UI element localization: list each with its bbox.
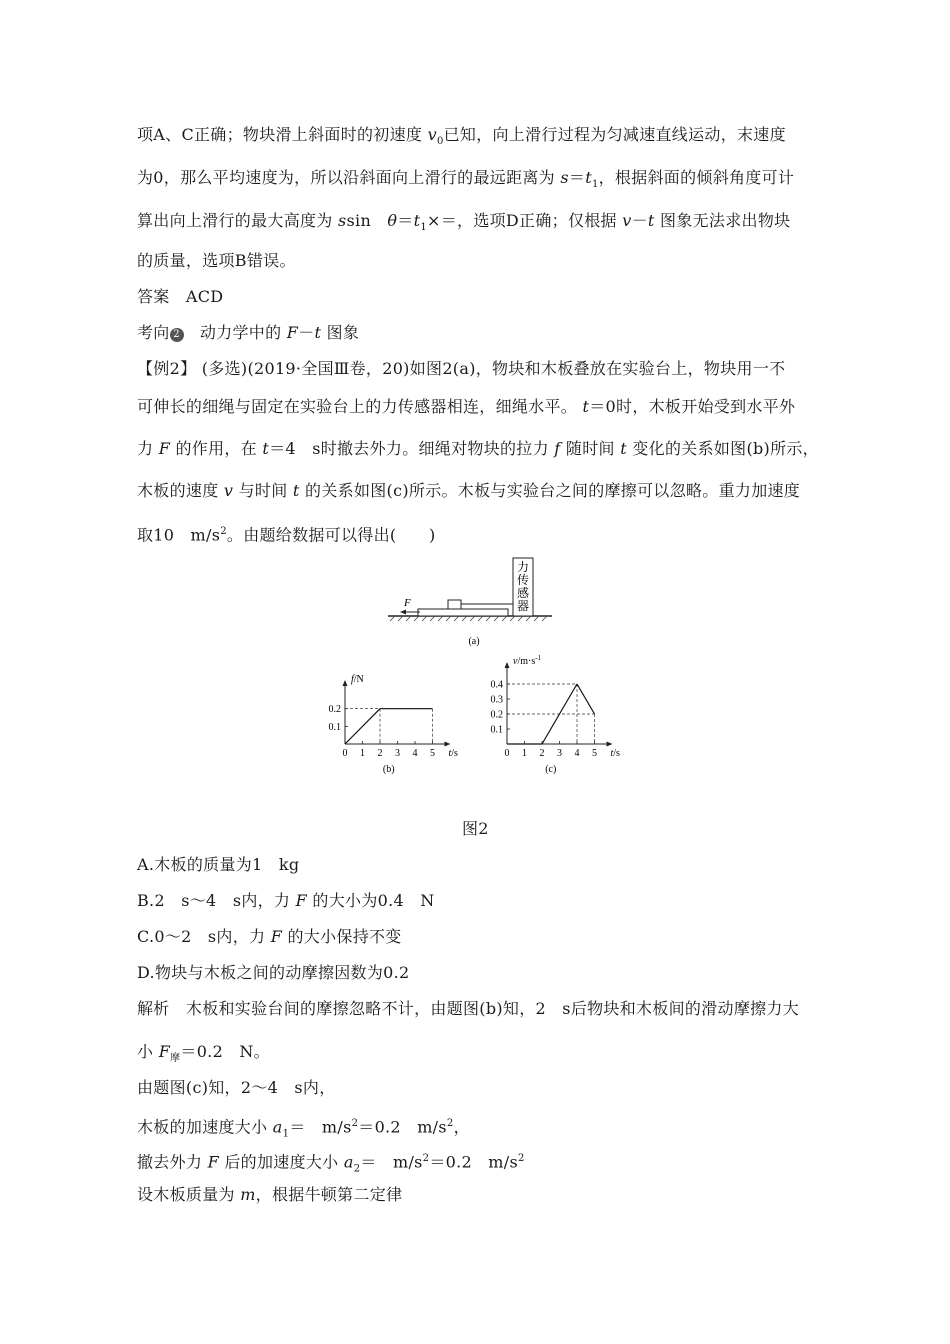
y-tick-label: 0.1 bbox=[490, 724, 503, 736]
caption-a: (a) bbox=[468, 636, 480, 647]
chart-caption: (c) bbox=[545, 764, 557, 775]
y-tick-label: 0.3 bbox=[490, 694, 503, 706]
y-axis-label: $v/m\cdot s^{-1}$ bbox=[513, 654, 542, 667]
analysis-line2: 小 $F_摩=0.2$ N。 bbox=[137, 1042, 270, 1065]
x-tick-label: 3 bbox=[395, 748, 400, 759]
x-axis-label: t/s bbox=[610, 748, 620, 759]
analysis-line6: 设木板质量为 m，根据牛顿第二定律 bbox=[137, 1185, 403, 1204]
y-tick-label: 0.4 bbox=[490, 679, 503, 691]
x-tick-label: 4 bbox=[574, 748, 580, 759]
circled-number-icon: 2 bbox=[170, 328, 184, 342]
x-tick-label: 1 bbox=[360, 748, 365, 759]
y-axis-label: f/N bbox=[351, 674, 364, 685]
para1-line1: 项A、C正确；物块滑上斜面时的初速度 $v_0$已知，向上滑行过程为匀减速直线运动，末速度 bbox=[137, 125, 786, 148]
x-tick-label: 4 bbox=[412, 748, 418, 759]
x-axis-label: t/s bbox=[448, 748, 458, 759]
option-d: D.物块与木板之间的动摩擦因数为0.2 bbox=[137, 963, 410, 982]
option-c: C.0～2 s内，力 F 的大小保持不变 bbox=[137, 927, 402, 946]
y-tick-label: 0.1 bbox=[328, 721, 341, 733]
x-tick-label: 1 bbox=[522, 748, 527, 759]
analysis-line4: 木板的加速度大小 $a_1=$ $m/s^2=0.2$ $m/s^2$， bbox=[137, 1117, 470, 1140]
option-a: A.木板的质量为1 kg bbox=[137, 855, 300, 874]
analysis-line1: 解析 木板和实验台间的摩擦忽略不计，由题图(b)知，2 s后物块和木板间的滑动摩擦力大 bbox=[137, 999, 800, 1018]
example-line2: 可伸长的细绳与固定在实验台上的力传感器相连，细绳水平。 t＝0时，木板开始受到水平外 bbox=[137, 397, 796, 416]
para1-line3: 算出向上滑行的最大高度为 ssin $\theta=t_1\times=$，选项D正确；仅根据 v－t 图象无法求出物块 bbox=[137, 211, 791, 234]
chart-b bbox=[318, 672, 468, 787]
data-segment bbox=[577, 684, 595, 714]
x-tick-label: 0 bbox=[504, 748, 510, 759]
data-segment bbox=[345, 709, 380, 744]
section-heading: 考向 2 动力学中的 F－t 图象 bbox=[137, 323, 360, 342]
figure-caption: 图2 bbox=[462, 819, 489, 838]
y-axis-arrow bbox=[505, 662, 510, 668]
sensor-label-4: 器 bbox=[516, 599, 530, 613]
example-line4: 木板的速度 v 与时间 t 的关系如图(c)所示。木板与实验台之间的摩擦可以忽略。重力加速度 bbox=[137, 481, 801, 500]
y-tick-label: 0.2 bbox=[490, 709, 503, 721]
sensor-label-3: 感 bbox=[516, 586, 530, 600]
block bbox=[448, 600, 461, 609]
chart-c bbox=[480, 654, 640, 787]
x-axis-arrow bbox=[607, 742, 613, 747]
force-arrow-head bbox=[400, 610, 406, 615]
x-tick-label: 0 bbox=[342, 748, 348, 759]
sensor-label-1: 力 bbox=[516, 560, 530, 574]
wooden-board bbox=[418, 609, 508, 616]
x-tick-label: 2 bbox=[539, 748, 545, 759]
answer: 答案 ACD bbox=[137, 287, 224, 306]
x-tick-label: 5 bbox=[430, 748, 435, 759]
example-line3: 力 F 的作用，在 t＝4 s时撤去外力。细绳对物块的拉力 f 随时间 t 变化的关系如图(b)所示， bbox=[137, 439, 819, 458]
chart-caption: (b) bbox=[382, 764, 395, 775]
figure-a-apparatus bbox=[380, 552, 560, 652]
example-line5: 取10 $m/s^2$。由题给数据可以得出( ) bbox=[137, 525, 436, 545]
analysis-line5: 撤去外力 F 后的加速度大小 $a_2=$ $m/s^2=0.2$ $m/s^2$ bbox=[137, 1152, 525, 1175]
example-line1: 【例2】 (多选)(2019·全国Ⅲ卷，20)如图2(a)，物块和木板叠放在实验台上，物块用一不 bbox=[137, 359, 786, 378]
x-axis-arrow bbox=[445, 742, 451, 747]
y-tick-label: 0.2 bbox=[328, 704, 341, 716]
x-tick-label: 2 bbox=[377, 748, 383, 759]
y-axis-arrow bbox=[343, 680, 348, 686]
x-tick-label: 5 bbox=[592, 748, 597, 759]
x-tick-label: 3 bbox=[557, 748, 562, 759]
para1-line2: 为0，那么平均速度为，所以沿斜面向上滑行的最远距离为 $s=t_1$，根据斜面的倾斜角度可计 bbox=[137, 168, 795, 191]
sensor-label-2: 传 bbox=[516, 573, 530, 587]
option-b: B.2 s～4 s内，力 F 的大小为0.4 N bbox=[137, 891, 435, 910]
analysis-line3: 由题图(c)知，2～4 s内， bbox=[137, 1078, 336, 1097]
para1-line4: 的质量，选项B错误。 bbox=[137, 251, 296, 270]
force-label: F bbox=[404, 597, 411, 609]
